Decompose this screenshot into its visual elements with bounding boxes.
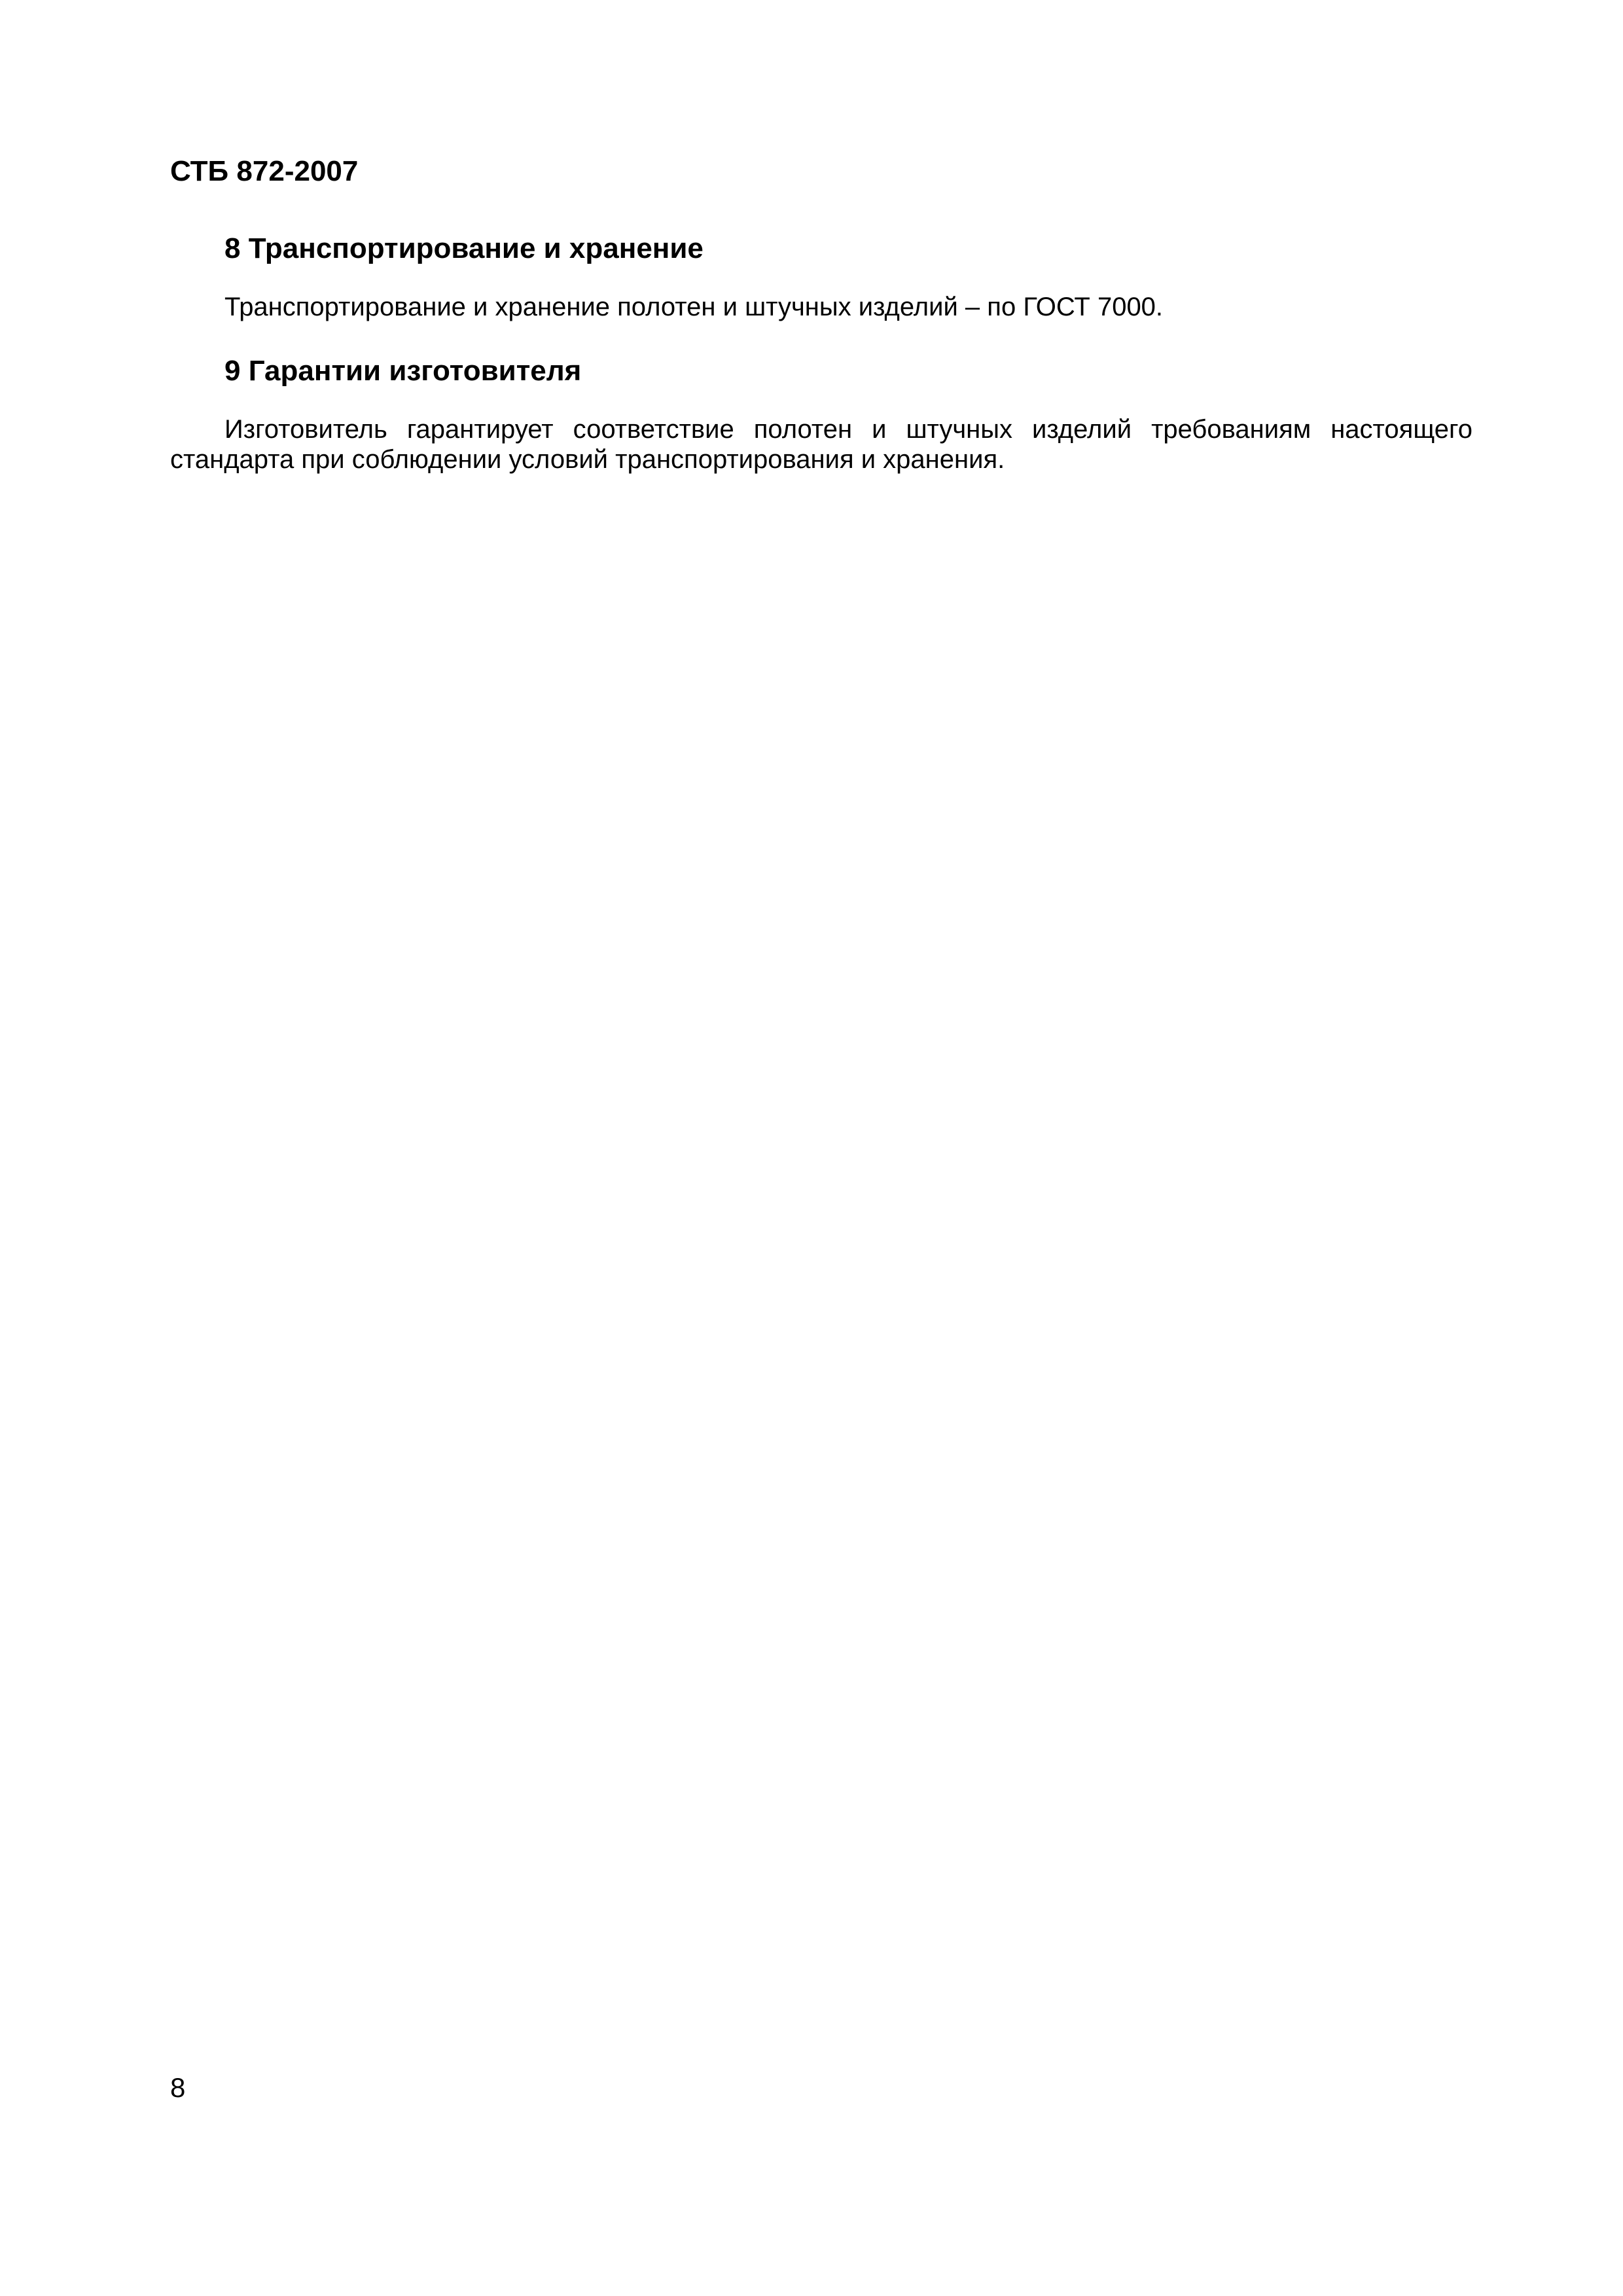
document-designation: СТБ 872-2007 xyxy=(170,155,359,187)
section-9-heading: 9 Гарантии изготовителя xyxy=(224,355,582,387)
page-number: 8 xyxy=(170,2072,186,2103)
section-9-text: Изготовитель гарантирует соответствие полотен и штучных изделий требованиям настоящего стандарта при соблюдении условий транспортирования и хранения. xyxy=(170,415,1472,474)
section-8-heading: 8 Транспортирование и хранение xyxy=(224,232,704,264)
section-8-text: Транспортирование и хранение полотен и штучных изделий – по ГОСТ 7000. xyxy=(224,293,1164,321)
